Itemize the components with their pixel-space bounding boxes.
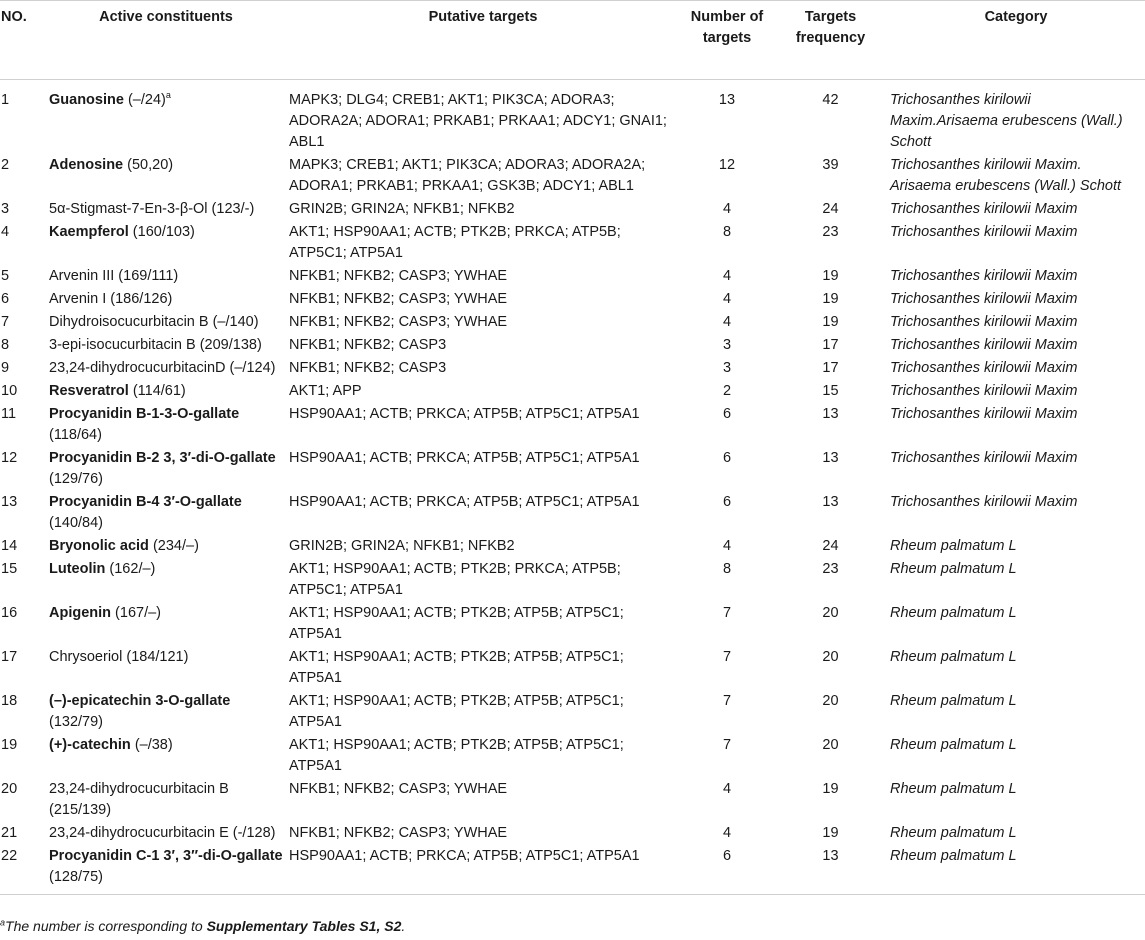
table-row	[0, 379, 1145, 402]
number-of-targets-cell: 4	[722, 201, 732, 217]
putative-targets-cell: GRIN2B; GRIN2A; NFKB1; NFKB2	[289, 201, 515, 217]
constituent-name: Guanosine	[49, 92, 124, 108]
constituent-name: Arvenin I	[49, 291, 107, 307]
constituent-cell	[46, 356, 286, 379]
targets-frequency-cell: 15	[822, 383, 839, 399]
targets-frequency-cell: 24	[822, 201, 839, 217]
constituent-cell	[46, 689, 286, 733]
constituent-cell	[46, 777, 286, 821]
targets-frequency-cell: 13	[822, 406, 839, 422]
number-of-targets-cell: 7	[722, 649, 732, 665]
table-row	[0, 534, 1145, 557]
constituent-name: Apigenin	[49, 605, 112, 621]
constituent-name: Kaempferol	[49, 224, 129, 240]
table-row	[0, 733, 1145, 777]
constituent-cell	[46, 534, 286, 557]
footnote-text: The number is corresponding to	[5, 918, 207, 934]
constituent-ids: (–/124)	[225, 360, 276, 376]
targets-frequency-cell: 42	[822, 92, 839, 108]
row-number: 8	[1, 337, 10, 353]
category-cell: Trichosanthes kirilowii Maxim	[890, 201, 1078, 217]
table-row	[0, 287, 1145, 310]
category-cell: Rheum palmatum L	[887, 844, 1145, 895]
row-number: 9	[1, 360, 10, 376]
row-number: 20	[1, 781, 18, 797]
number-of-targets-cell: 3	[722, 337, 732, 353]
header-active-constituents: Active constituents	[46, 1, 286, 80]
targets-frequency-cell: 23	[822, 224, 839, 240]
category-cell: Rheum palmatum L	[890, 561, 1017, 577]
row-number: 17	[1, 649, 18, 665]
constituent-name: (–)-epicatechin 3-O-gallate	[49, 693, 231, 709]
targets-frequency-cell: 19	[822, 781, 839, 797]
constituent-name: 23,24-dihydrocucurbitacin B	[49, 781, 229, 797]
constituent-ids: (132/79)	[49, 714, 104, 730]
constituent-name: 3-epi-isocucurbitacin B	[49, 337, 196, 353]
constituent-ids: (123/-)	[207, 201, 255, 217]
targets-frequency-cell: 19	[822, 314, 839, 330]
putative-targets-cell: AKT1; HSP90AA1; ACTB; PTK2B; PRKCA; ATP5B; ATP5C1; ATP5A1	[289, 224, 621, 261]
constituent-cell	[46, 153, 286, 197]
constituent-ids: (129/76)	[49, 471, 104, 487]
constituent-cell	[46, 601, 286, 645]
header-number-of-targets: Number of targets	[680, 1, 774, 80]
constituent-ids: (160/103)	[128, 224, 195, 240]
category-cell: Trichosanthes kirilowii Maxim	[890, 383, 1078, 399]
header-targets-frequency: Targets frequency	[774, 1, 887, 80]
number-of-targets-cell: 13	[718, 92, 736, 108]
constituent-name: Adenosine	[49, 157, 124, 173]
putative-targets-cell: AKT1; HSP90AA1; ACTB; PTK2B; PRKCA; ATP5B; ATP5C1; ATP5A1	[289, 561, 621, 598]
category-cell: Rheum palmatum L	[890, 825, 1017, 841]
constituent-name: Chrysoeriol	[49, 649, 123, 665]
number-of-targets-cell: 6	[722, 494, 732, 510]
targets-frequency-cell: 13	[822, 494, 839, 510]
targets-frequency-cell: 20	[822, 649, 839, 665]
putative-targets-cell: HSP90AA1; ACTB; PRKCA; ATP5B; ATP5C1; ATP5A1	[289, 494, 640, 510]
constituent-cell	[46, 287, 286, 310]
table-row	[0, 220, 1145, 264]
putative-targets-cell: HSP90AA1; ACTB; PRKCA; ATP5B; ATP5C1; ATP5A1	[289, 406, 640, 422]
targets-frequency-cell: 20	[822, 737, 839, 753]
table-row	[0, 446, 1145, 490]
row-number: 15	[1, 561, 18, 577]
category-cell: Rheum palmatum L	[890, 538, 1017, 554]
category-cell: Rheum palmatum L	[890, 781, 1017, 797]
row-number: 11	[1, 406, 17, 422]
constituent-ids: (128/75)	[49, 869, 104, 885]
constituent-ids: (-/128)	[228, 825, 276, 841]
number-of-targets-cell: 4	[722, 825, 732, 841]
table-row	[0, 601, 1145, 645]
number-of-targets-cell: 6	[722, 406, 732, 422]
number-of-targets-cell: 7	[722, 605, 732, 621]
constituent-ids: (118/64)	[49, 427, 102, 443]
targets-frequency-cell: 19	[822, 825, 839, 841]
number-of-targets-cell: 8	[722, 561, 732, 577]
number-of-targets-cell: 2	[722, 383, 732, 399]
constituent-name: Arvenin III	[49, 268, 115, 284]
number-of-targets-cell: 4	[722, 268, 732, 284]
header-category: Category	[887, 1, 1145, 80]
putative-targets-cell: AKT1; HSP90AA1; ACTB; PTK2B; ATP5B; ATP5C1; ATP5A1	[289, 605, 624, 642]
row-number: 16	[1, 605, 18, 621]
header-putative-targets: Putative targets	[286, 1, 680, 80]
category-cell: Rheum palmatum L	[890, 737, 1017, 753]
category-cell: Rheum palmatum L	[890, 649, 1017, 665]
putative-targets-cell: NFKB1; NFKB2; CASP3; YWHAE	[289, 291, 508, 307]
category-cell: Rheum palmatum L	[890, 693, 1017, 709]
constituent-cell	[46, 220, 286, 264]
category-cell: Trichosanthes kirilowii Maxim	[890, 406, 1078, 422]
targets-frequency-cell: 17	[822, 337, 839, 353]
targets-frequency-cell: 20	[822, 693, 839, 709]
putative-targets-cell: NFKB1; NFKB2; CASP3; YWHAE	[289, 825, 508, 841]
constituent-name: Bryonolic acid	[49, 538, 149, 554]
number-of-targets-cell: 4	[722, 291, 732, 307]
number-of-targets-cell: 4	[722, 538, 732, 554]
targets-frequency-cell: 39	[822, 157, 839, 173]
category-cell: Trichosanthes kirilowii Maxim	[890, 494, 1078, 510]
row-number: 22	[0, 844, 46, 895]
putative-targets-cell: AKT1; HSP90AA1; ACTB; PTK2B; ATP5B; ATP5C1; ATP5A1	[289, 693, 624, 730]
table-row	[0, 80, 1145, 154]
putative-targets-cell: NFKB1; NFKB2; CASP3; YWHAE	[289, 268, 508, 284]
table-header-row	[0, 1, 1145, 80]
footnote-end: .	[401, 918, 406, 934]
table-row	[0, 645, 1145, 689]
number-of-targets-cell: 8	[722, 224, 732, 240]
table-row	[0, 844, 1145, 895]
row-number: 18	[1, 693, 18, 709]
header-no: NO.	[0, 1, 46, 80]
constituent-cell	[46, 821, 286, 844]
table-row	[0, 310, 1145, 333]
row-number: 10	[1, 383, 18, 399]
constituent-cell	[46, 333, 286, 356]
constituent-name: (+)-catechin	[49, 737, 131, 753]
constituent-name: 23,24-dihydrocucurbitacin E	[49, 825, 229, 841]
category-cell: Trichosanthes kirilowii Maxim.Arisaema erubescens (Wall.) Schott	[890, 92, 1123, 150]
category-cell: Trichosanthes kirilowii Maxim	[890, 268, 1078, 284]
constituent-name: 23,24-dihydrocucurbitacinD	[49, 360, 226, 376]
constituent-cell	[46, 557, 286, 601]
table-row	[0, 821, 1145, 844]
constituent-ids: (114/61)	[128, 383, 186, 399]
putative-targets-cell: MAPK3; DLG4; CREB1; AKT1; PIK3CA; ADORA3; ADORA2A; ADORA1; PRKAB1; PRKAA1; ADCY1; GNAI1; ABL1	[289, 92, 667, 150]
table-row	[0, 689, 1145, 733]
table-row	[0, 777, 1145, 821]
row-number: 3	[1, 201, 10, 217]
footnote-mark: a	[0, 917, 6, 928]
constituent-name: Procyanidin B-1-3-O-gallate	[49, 406, 240, 422]
constituent-name: Resveratrol	[49, 383, 129, 399]
constituent-ids: (184/121)	[122, 649, 189, 665]
constituent-name: Procyanidin B-2 3, 3′-di-O-gallate	[49, 450, 276, 466]
constituent-ids: (140/84)	[49, 515, 104, 531]
table-row	[0, 197, 1145, 220]
targets-frequency-cell: 13	[774, 844, 887, 895]
putative-targets-cell: HSP90AA1; ACTB; PRKCA; ATP5B; ATP5C1; ATP5A1	[289, 450, 640, 466]
number-of-targets-cell: 12	[718, 157, 736, 173]
constituent-cell	[46, 733, 286, 777]
table-row	[0, 490, 1145, 534]
table-row	[0, 153, 1145, 197]
category-cell: Trichosanthes kirilowii Maxim	[890, 314, 1078, 330]
constituent-ids: (234/–)	[148, 538, 199, 554]
category-cell: Trichosanthes kirilowii Maxim	[890, 224, 1078, 240]
constituent-ids: (–/140)	[208, 314, 259, 330]
row-number: 1	[1, 92, 10, 108]
targets-frequency-cell: 13	[822, 450, 839, 466]
constituent-cell	[46, 446, 286, 490]
constituent-ids: (50,20)	[123, 157, 174, 173]
targets-frequency-cell: 20	[822, 605, 839, 621]
targets-frequency-cell: 17	[822, 360, 839, 376]
putative-targets-cell: AKT1; HSP90AA1; ACTB; PTK2B; ATP5B; ATP5C1; ATP5A1	[289, 649, 624, 686]
number-of-targets-cell: 7	[722, 737, 732, 753]
table-row	[0, 264, 1145, 287]
category-cell: Trichosanthes kirilowii Maxim	[890, 360, 1078, 376]
table-row	[0, 333, 1145, 356]
constituent-ids: (167/–)	[111, 605, 162, 621]
constituent-cell	[46, 490, 286, 534]
table-row	[0, 356, 1145, 379]
number-of-targets-cell: 6	[680, 844, 774, 895]
constituent-ids: (–/24)	[123, 92, 166, 108]
constituent-ids: (186/126)	[106, 291, 173, 307]
constituent-name: Procyanidin C-1 3′, 3″-di-O-gallate	[49, 848, 283, 864]
category-cell: Trichosanthes kirilowii Maxim	[890, 450, 1078, 466]
row-number: 5	[1, 268, 10, 284]
putative-targets-cell: MAPK3; CREB1; AKT1; PIK3CA; ADORA3; ADORA2A; ADORA1; PRKAB1; PRKAA1; GSK3B; ADCY1; ABL1	[289, 157, 646, 194]
row-number: 12	[1, 450, 18, 466]
constituent-cell	[46, 310, 286, 333]
number-of-targets-cell: 6	[722, 450, 732, 466]
constituent-cell	[46, 379, 286, 402]
row-number: 6	[1, 291, 10, 307]
putative-targets-cell: HSP90AA1; ACTB; PRKCA; ATP5B; ATP5C1; ATP5A1	[286, 844, 680, 895]
constituent-cell	[46, 402, 286, 446]
row-number: 2	[1, 157, 10, 173]
putative-targets-cell: NFKB1; NFKB2; CASP3	[289, 337, 447, 353]
category-cell: Trichosanthes kirilowii Maxim. Arisaema erubescens (Wall.) Schott	[890, 157, 1122, 194]
number-of-targets-cell: 7	[722, 693, 732, 709]
putative-targets-cell: NFKB1; NFKB2; CASP3	[289, 360, 447, 376]
footnote-ref-mark: a	[165, 90, 171, 101]
putative-targets-cell: NFKB1; NFKB2; CASP3; YWHAE	[289, 781, 508, 797]
number-of-targets-cell: 4	[722, 781, 732, 797]
targets-frequency-cell: 19	[822, 291, 839, 307]
row-number: 13	[1, 494, 18, 510]
footnote-reference: Supplementary Tables S1, S2	[206, 918, 402, 934]
constituent-cell	[46, 844, 286, 895]
number-of-targets-cell: 4	[722, 314, 732, 330]
constituent-name: Dihydroisocucurbitacin B	[49, 314, 209, 330]
putative-targets-cell: GRIN2B; GRIN2A; NFKB1; NFKB2	[289, 538, 515, 554]
constituent-ids: (162/–)	[105, 561, 156, 577]
row-number: 19	[1, 737, 18, 753]
targets-frequency-cell: 24	[822, 538, 839, 554]
category-cell: Trichosanthes kirilowii Maxim	[890, 337, 1078, 353]
constituent-ids: (215/139)	[49, 802, 112, 818]
targets-frequency-cell: 19	[822, 268, 839, 284]
constituent-cell	[46, 80, 286, 154]
putative-targets-cell: NFKB1; NFKB2; CASP3; YWHAE	[289, 314, 508, 330]
constituent-cell	[46, 645, 286, 689]
constituent-name: Luteolin	[49, 561, 106, 577]
constituent-name: Procyanidin B-4 3′-O-gallate	[49, 494, 242, 510]
row-number: 21	[1, 825, 18, 841]
category-cell: Trichosanthes kirilowii Maxim	[890, 291, 1078, 307]
putative-targets-cell: AKT1; APP	[289, 383, 362, 399]
category-cell: Rheum palmatum L	[890, 605, 1017, 621]
constituent-cell	[46, 197, 286, 220]
constituent-name: 5α-Stigmast-7-En-3-β-Ol	[49, 201, 208, 217]
targets-frequency-cell: 23	[822, 561, 839, 577]
row-number: 4	[1, 224, 10, 240]
constituent-ids: (209/138)	[195, 337, 262, 353]
row-number: 14	[1, 538, 18, 554]
constituent-ids: (169/111)	[114, 268, 179, 284]
number-of-targets-cell: 3	[722, 360, 732, 376]
table-row	[0, 557, 1145, 601]
putative-targets-cell: AKT1; HSP90AA1; ACTB; PTK2B; ATP5B; ATP5C1; ATP5A1	[289, 737, 624, 774]
row-number: 7	[1, 314, 10, 330]
table-body	[0, 80, 1145, 895]
constituent-cell	[46, 264, 286, 287]
table-row	[0, 402, 1145, 446]
constituent-ids: (–/38)	[130, 737, 173, 753]
table-footnote	[0, 916, 405, 936]
